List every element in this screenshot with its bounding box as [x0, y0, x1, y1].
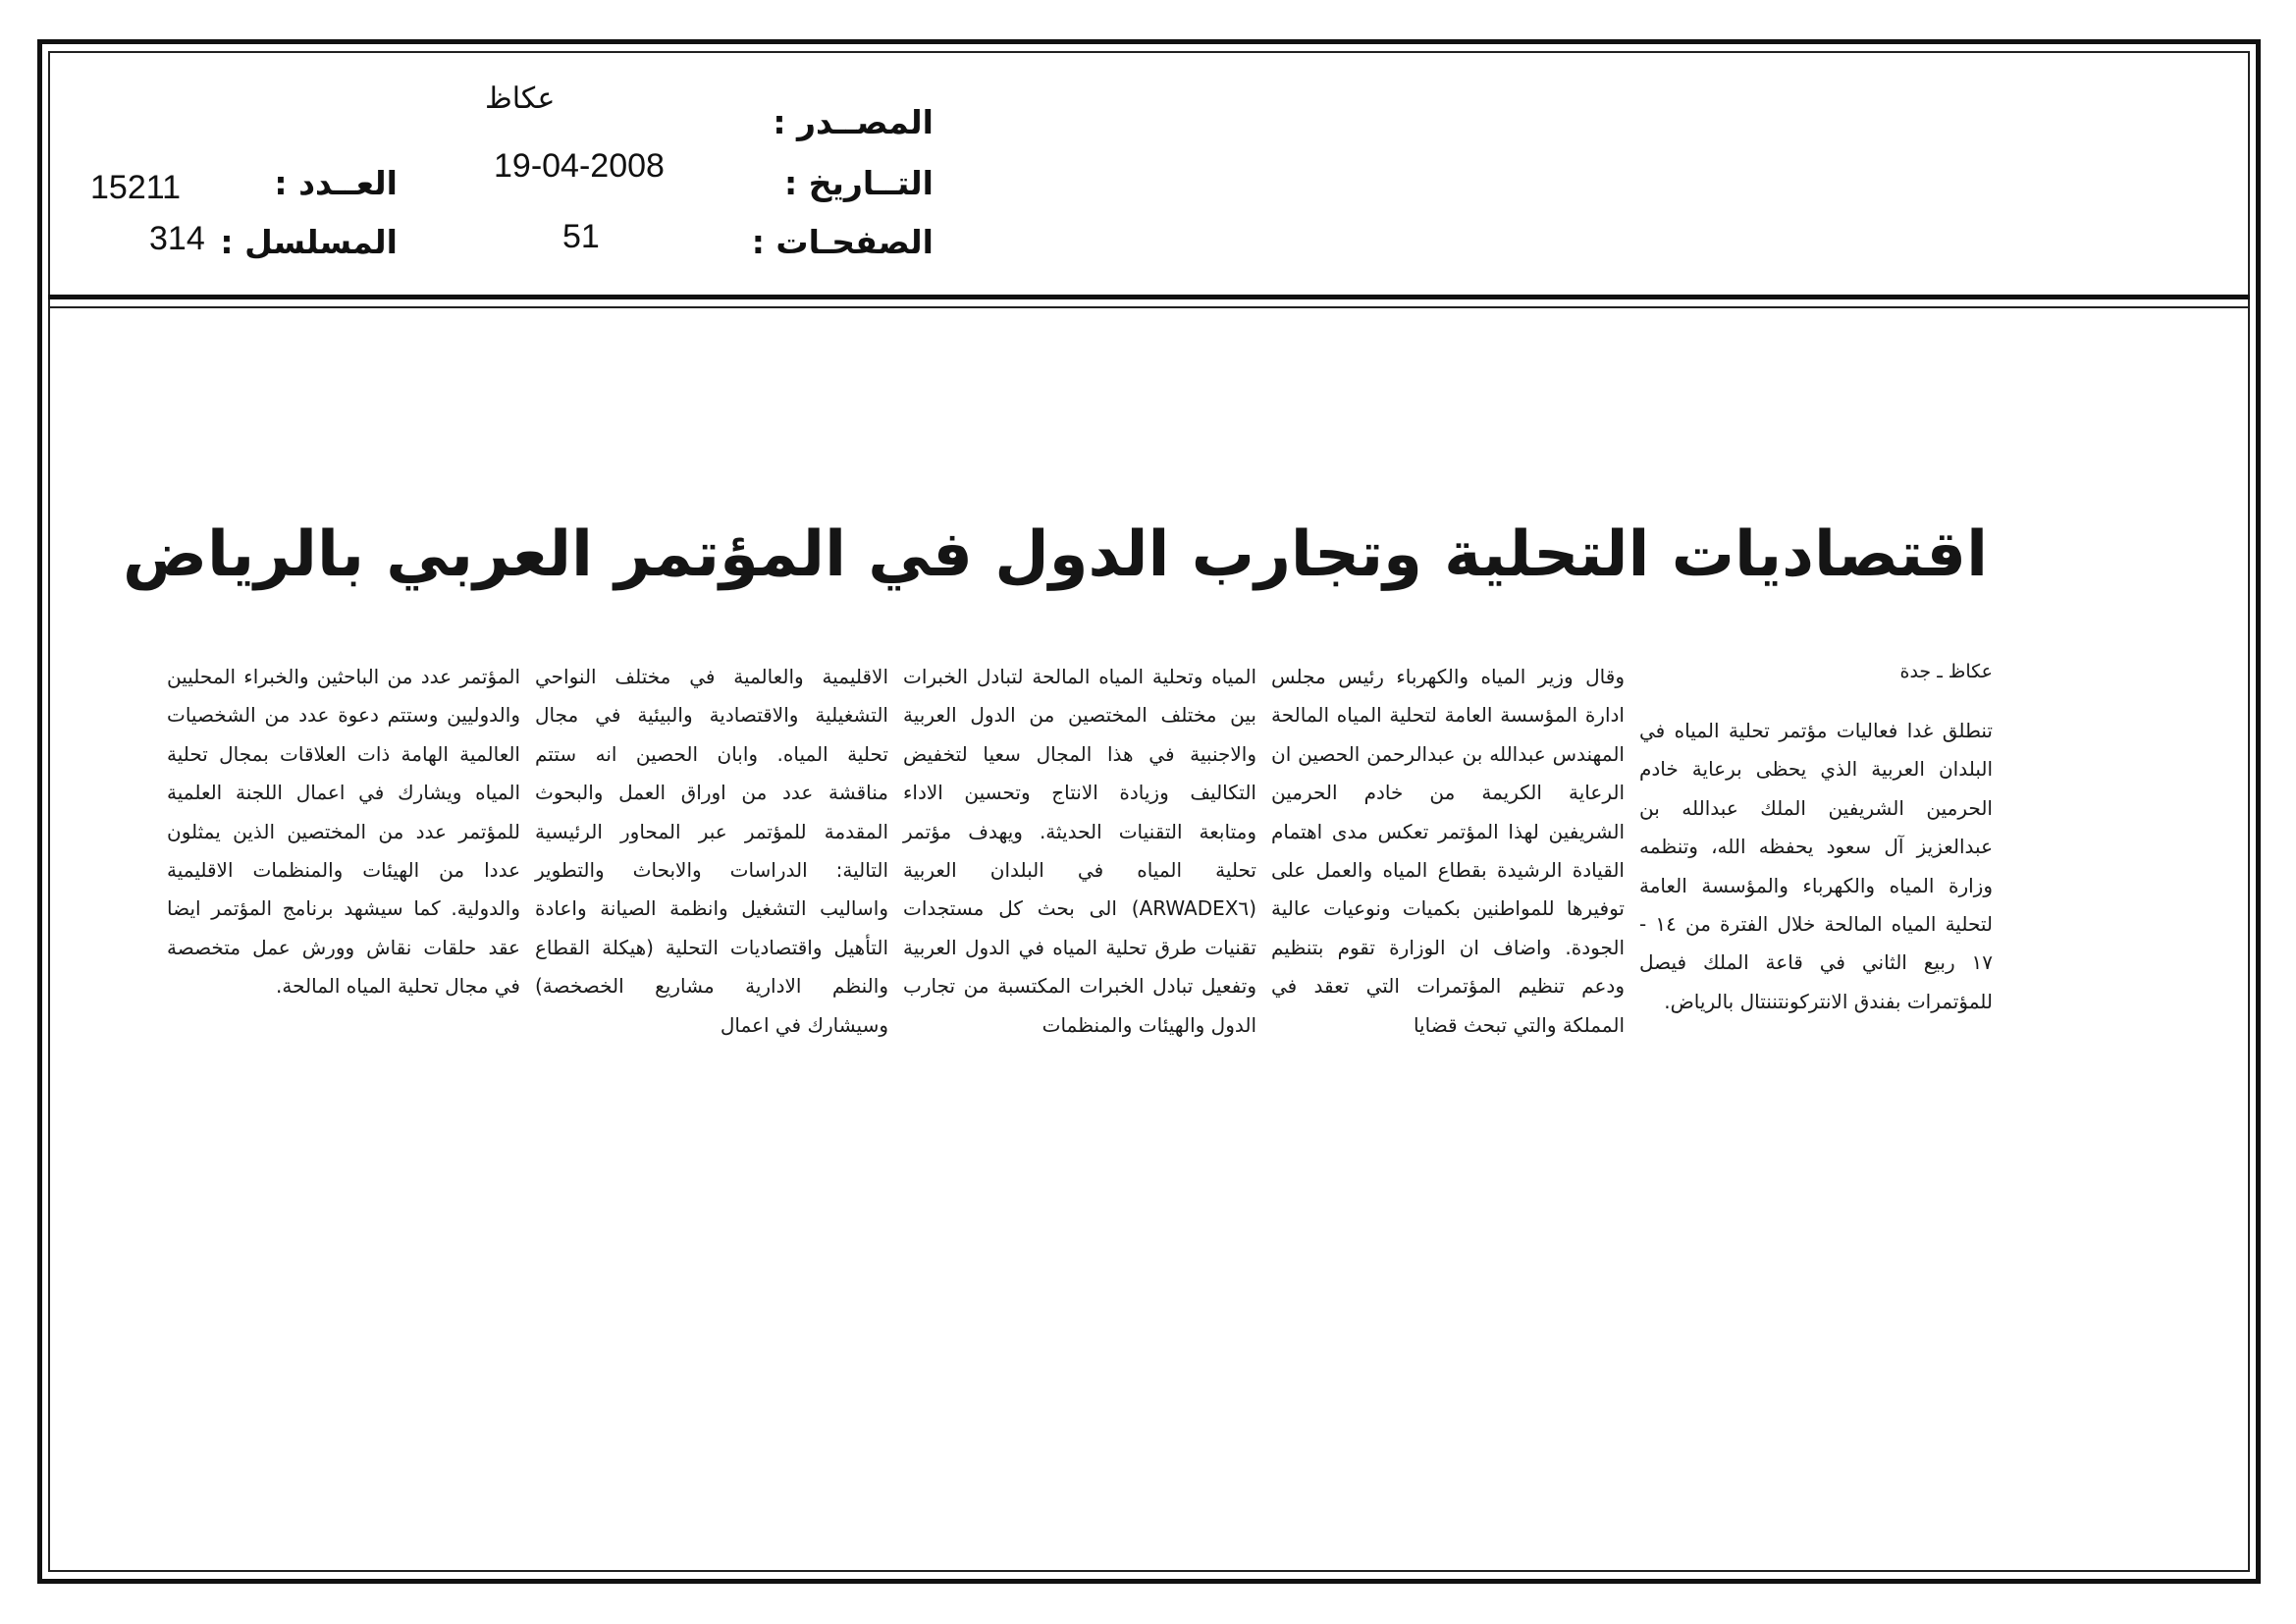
serial-label: المسلسل :	[220, 223, 398, 261]
issue-label: العــدد :	[274, 164, 398, 202]
article-dateline: عكاظ ـ جدة	[1899, 661, 1993, 682]
article-column-5: المؤتمر عدد من الباحثين والخبراء المحليين والدوليين وستتم دعوة عدد من الشخصيات العالمية الهامة ذات العلاقات بمجال تحلية المياه ويشارك في اعمال اللجنة العلمية للمؤتمر عدد من المختصين الذين يمثلون عددا من الهيئات والمنظمات الاقليمية والدولية. كما سيشهد برنامج المؤتمر ايضا عقد حلقات نقاش وورش عمل متخصصة في مجال تحلية المياه المالحة.	[167, 665, 520, 999]
article-column-1: تنطلق غدا فعاليات مؤتمر تحلية المياه في البلدان العربية الذي يحظى برعاية خادم الحرمين الشريفين الملك عبدالله بن عبدالعزيز آل سعود يحفظه الله، وتنظمه وزارة المياه والكهرباء والمؤسسة العامة لتحلية المياه المالحة خلال الفترة من ١٤ - ١٧ ربيع الثاني في قاعة الملك فيصل للمؤتمرات بفندق الانتركونتننتال بالرياض.	[1639, 719, 1994, 1013]
date-label: التــاريخ :	[784, 164, 934, 202]
serial-value: 314	[149, 220, 205, 257]
issue-value: 15211	[90, 169, 182, 206]
article-headline: اقتصاديات التحلية وتجارب الدول في المؤتمر العربي بالرياض	[122, 518, 1988, 591]
source-label: المصــدر :	[773, 103, 934, 141]
pages-value: 51	[562, 218, 600, 255]
date-value: 19-04-2008	[494, 147, 665, 185]
pages-label: الصفحـات :	[751, 223, 934, 261]
source-value: عكاظ	[485, 82, 556, 115]
header-divider-thin	[48, 306, 2250, 308]
article-column-4: الاقليمية والعالمية في مختلف النواحي التشغيلية والاقتصادية والبيئية في مجال تحلية المياه. وابان الحصين انه ستتم مناقشة عدد من اوراق العمل والبحوث المقدمة للمؤتمر عبر المحاور الرئيسية التالية: الدراسات والابحاث والتطوير واساليب التشغيل وانظمة الصيانة واعادة التأهيل واقتصاديات التحلية (هيكلة القطاع والنظم الادارية مشاريع الخصخصة) وسيشارك في اعمال	[535, 665, 888, 1037]
header-divider	[48, 295, 2250, 299]
article-column-2: وقال وزير المياه والكهرباء رئيس مجلس ادارة المؤسسة العامة لتحلية المياه المالحة المهندس عبدالله بن عبدالرحمن الحصين ان الرعاية الكريمة من خادم الحرمين الشريفين لهذا المؤتمر تعكس مدى اهتمام القيادة الرشيدة بقطاع المياه والعمل على توفيرها للمواطنين بكميات ونوعيات عالية الجودة. واضاف ان الوزارة تقوم بتنظيم ودعم تنظيم المؤتمرات التي تعقد في المملكة والتي تبحث قضايا	[1271, 665, 1625, 1037]
article-column-3: المياه وتحلية المياه المالحة لتبادل الخبرات بين مختلف المختصين من الدول العربية والاجنبية في هذا المجال سعيا لتخفيض التكاليف وزيادة الانتاج وتحسين الاداء ومتابعة التقنيات الحديثة. ويهدف مؤتمر تحلية المياه في البلدان العربية (ARWADEX٦) الى بحث كل مستجدات تقنيات طرق تحلية المياه في الدول العربية وتفعيل تبادل الخبرات المكتسبة من تجارب الدول والهيئات والمنظمات	[903, 665, 1256, 1037]
